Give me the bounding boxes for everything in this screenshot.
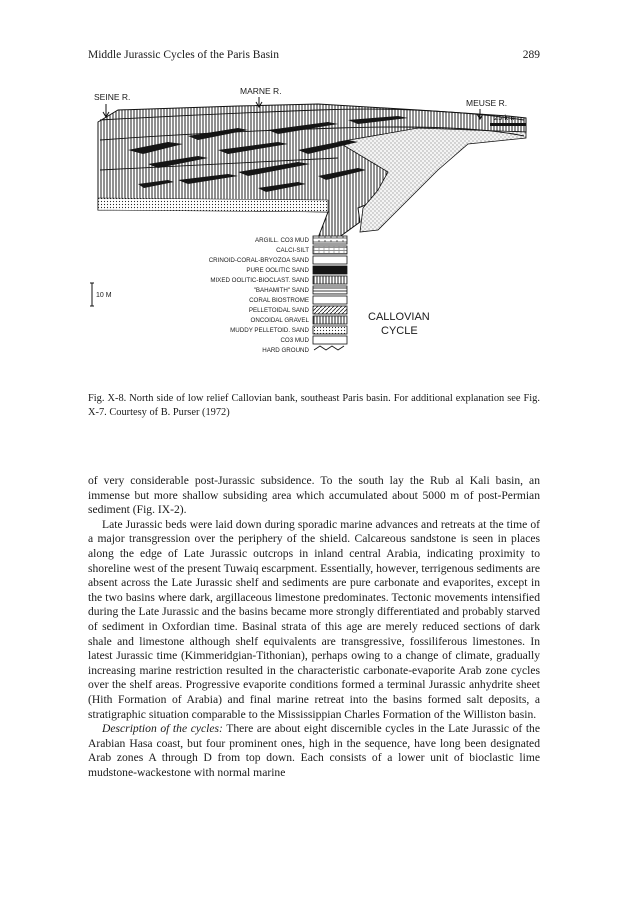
legend-label: HARD GROUND (262, 347, 309, 354)
legend-label: PELLETOIDAL SAND (248, 307, 309, 314)
legend-label: "BAHAMITH" SAND (253, 287, 309, 294)
legend-swatch (313, 256, 347, 264)
hard-ground-icon (314, 346, 344, 350)
legend-item (246, 266, 347, 274)
caption-text: North side of low relief Callovian bank, southeast Paris basin. For additional explanation see Fig. X-7. Courtesy of B. Purser (1972) (88, 393, 540, 418)
legend-label: CRINOID-CORAL-BRYOZOA SAND (208, 257, 309, 264)
legend-label: ONCOIDAL GRAVEL (250, 317, 309, 324)
legend-label: CORAL BIOSTROME (249, 297, 309, 304)
river-meuse: MEUSE R. (466, 98, 508, 108)
cycle-label-line1: CALLOVIAN (368, 311, 430, 323)
river-seine: SEINE R. (94, 92, 131, 102)
legend-label: PURE OOLITIC SAND (246, 267, 309, 274)
legend-swatch (313, 316, 347, 324)
paragraph: of very considerable post-Jurassic subsidence. To the south lay the Rub al Kali basin, an immense but more shallow subsiding area which accumulated about 5000 m of post-Permian sediment (Fig. IX-2). (88, 474, 540, 517)
running-head (88, 49, 540, 67)
arrow-seine-icon (103, 104, 109, 117)
page-number: 289 (522, 49, 540, 61)
legend-item (251, 316, 347, 324)
legend (209, 236, 347, 354)
caption-label: Fig. X-8. (88, 393, 127, 404)
body-text (88, 474, 540, 780)
vertical-scale (90, 283, 112, 306)
legend-swatch (313, 296, 347, 304)
legend-item (249, 306, 347, 314)
figure-cross-section (88, 80, 540, 385)
running-title: Middle Jurassic Cycles of the Paris Basin (88, 49, 280, 61)
legend-item (230, 326, 347, 334)
legend-item (255, 236, 347, 244)
legend-item (210, 276, 347, 284)
legend-label: MUDDY PELLETOID. SAND (230, 327, 309, 334)
legend-swatch (313, 276, 347, 284)
legend-swatch (313, 326, 347, 334)
legend-swatch (313, 236, 347, 244)
legend-item (262, 346, 344, 354)
legend-item (249, 296, 347, 304)
legend-swatch (313, 336, 347, 344)
paragraph: Late Jurassic beds were laid down during sporadic marine advances and retreats at the time of a major transgression over the periphery of the shield. Calcareous sandstone is seen in places along the edge of Late Jurassic outcrops in inland central Arabia, indicating proximity to shoreline west of the present Tuwaiq escarpment. Essentially, however, terrigenous sediments are absent across the Late Jurassic shelf and sediments are pure carbonate and evaporites, except in the two basins where dark, argillaceous limestone predominates. Tectonic movements intensified during the Late Jurassic and the basins became more strongly differentiated and probably starved of sediment in Oxfordian time. Basinal strata of this age are merely reduced sections of dark shale and limestone although shelf equivalents are transgressive, fossiliferous limestones. In latest Jurassic time (Kimmeridgian-Tithonian), perhaps owing to a change of climate, gradually increasing marine restriction resulted in the characteristic carbonate-evaporite Arab zone cycles over the shelf areas. Progressive evaporite conditions formed a terminal Jurassic anhydrite sheet (Hith Formation of Arabia) and final marine retreat into the basins formed salt deposits, a stratigraphic situation comparable to the Mississippian Charles Formation of the Williston basin. (88, 517, 540, 721)
paragraph-text: There are about eight discernible cycles in the Late Jurassic of the Arabian Hasa coast, but four prominent ones, high in the sequence, have long been designated Arab zones A through D from top down. Each consists of a lower unit of bioclastic lime mudstone-wackestone with normal marine (88, 722, 540, 779)
legend-swatch (313, 286, 347, 294)
cycle-label-line2: CYCLE (381, 325, 418, 337)
strata-block (98, 104, 526, 238)
legend-label: ARGILL. CO3 MUD (255, 237, 309, 244)
scale-bar (490, 123, 526, 126)
legend-item (276, 246, 347, 254)
legend-swatch (313, 306, 347, 314)
paragraph (88, 722, 540, 780)
cross-section-diagram (88, 80, 540, 385)
legend-label: CALCI-SILT (276, 247, 309, 254)
legend-label: CO3 MUD (280, 337, 309, 344)
river-marne: MARNE R. (240, 86, 282, 96)
legend-item (209, 256, 347, 264)
figure-caption (88, 392, 540, 420)
legend-item (280, 336, 347, 344)
legend-swatch (313, 266, 347, 274)
vertical-scale-label: 10 M (96, 292, 112, 299)
basal-band (98, 198, 328, 212)
paragraph-heading: Description of the cycles: (102, 722, 223, 736)
scale-label: 25 km (494, 113, 515, 122)
legend-label: MIXED OOLITIC-BIOCLAST. SAND (210, 277, 309, 284)
legend-swatch (313, 246, 347, 254)
legend-item (254, 286, 347, 294)
